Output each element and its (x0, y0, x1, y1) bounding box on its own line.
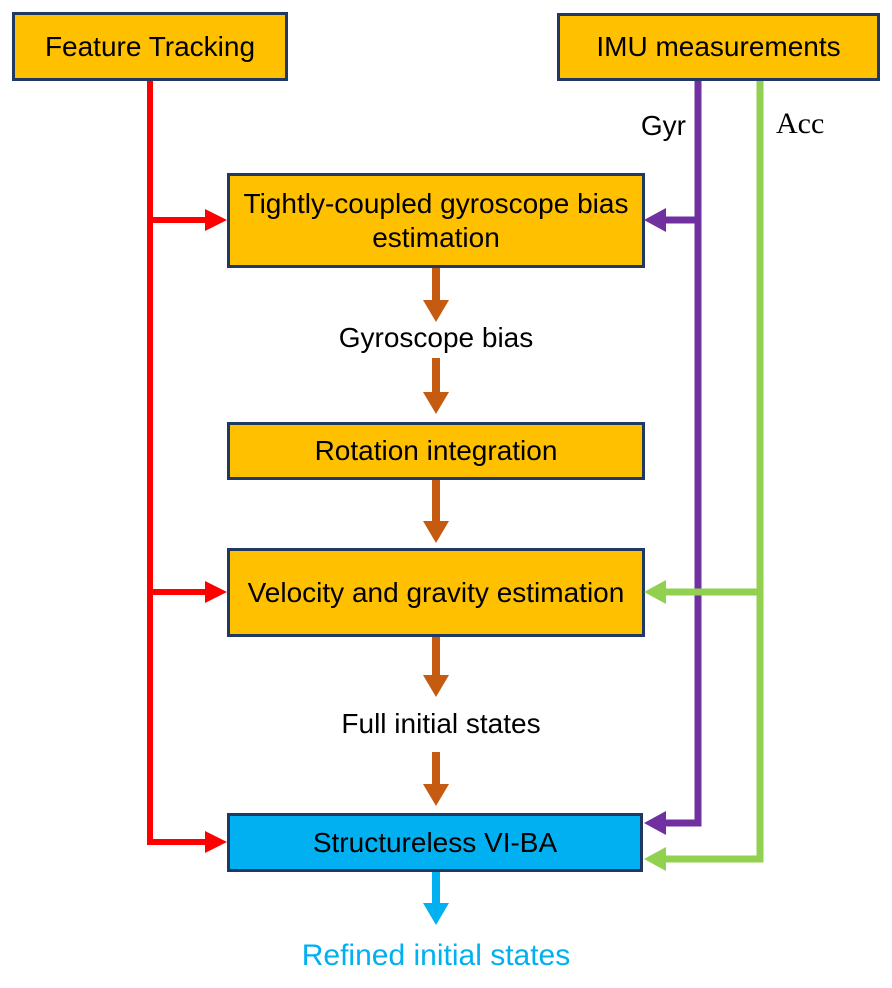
acc-label: Acc (776, 107, 825, 140)
acc-arrows (644, 81, 760, 871)
feature-tracking-node (12, 12, 288, 81)
feature-main-line (150, 81, 209, 842)
rotation-integration-node (227, 422, 645, 480)
flow-arrow-4-head (423, 675, 449, 697)
rotation-integration-label: Rotation integration (314, 435, 558, 466)
flow-arrow-5-head (423, 784, 449, 806)
gyro-bias-estimation-node (227, 173, 645, 268)
flow-arrow-3-head (423, 521, 449, 543)
gyr-main-line (666, 81, 698, 823)
feature-arrowhead-viba (205, 831, 227, 853)
feature-tracking-label: Feature Tracking (44, 30, 256, 62)
acc-main-line (666, 81, 760, 859)
feature-arrowhead-velocity (205, 581, 227, 603)
flow-arrow-2-head (423, 392, 449, 414)
full-initial-states-label: Full initial states (341, 708, 541, 739)
imu-measurements-label: IMU measurements (596, 31, 841, 62)
output-arrow (423, 872, 449, 925)
acc-arrowhead-velocity (644, 580, 666, 604)
gyr-arrowhead-gyrobias (644, 208, 666, 232)
gyr-arrowhead-viba (644, 811, 666, 835)
velocity-gravity-estimation-label: Velocity and gravity estimation (247, 576, 625, 608)
structureless-viba-label: Structureless VI-BA (312, 826, 558, 858)
feature-arrowhead-gyrobias (205, 209, 227, 231)
structureless-viba-node (227, 813, 643, 872)
velocity-gravity-estimation-node (227, 548, 645, 637)
gyr-label: Gyr (640, 110, 686, 141)
flow-arrow-1-head (423, 300, 449, 322)
output-arrow-head (423, 903, 449, 925)
gyro-bias-estimation-label: Tightly-coupled gyroscope bias estimation (243, 187, 629, 253)
gyroscope-bias-label: Gyroscope bias (338, 322, 534, 353)
gyr-arrows (644, 81, 698, 835)
refined-initial-states-label: Refined initial states (301, 939, 571, 972)
acc-arrowhead-viba (644, 847, 666, 871)
feature-tracking-arrows (150, 81, 227, 853)
imu-measurements-node (557, 13, 880, 81)
